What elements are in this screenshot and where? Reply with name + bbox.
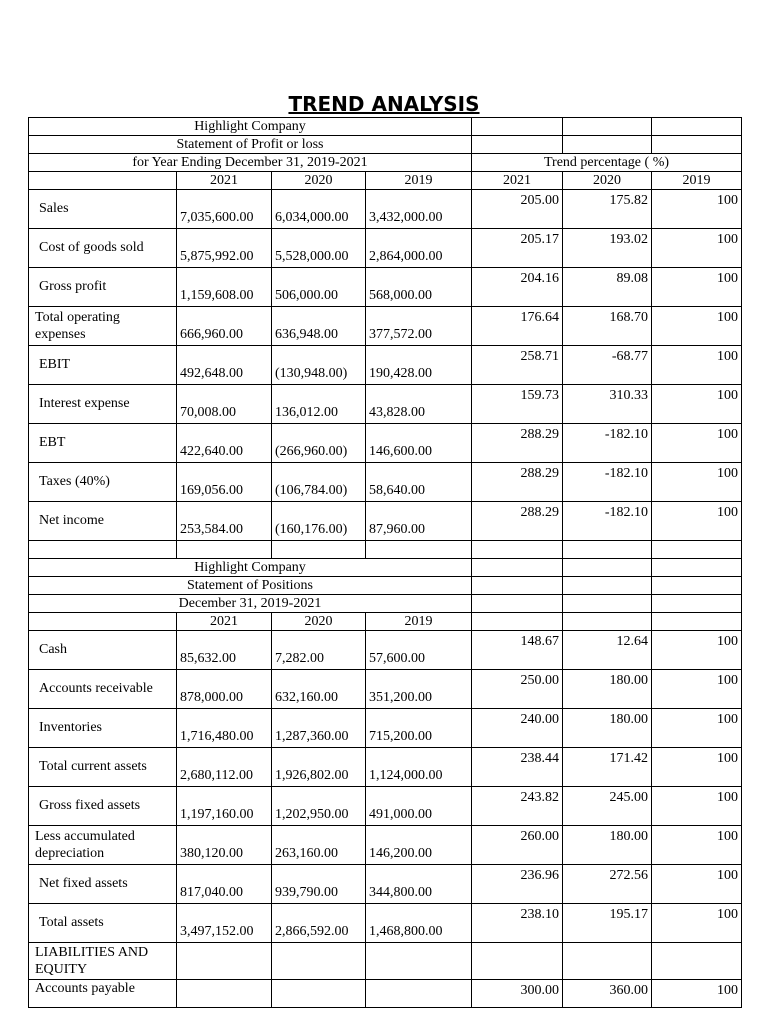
trend-cell: 240.00 [472,709,563,748]
bs-year-header: 2020 [272,613,366,631]
amount-cell: 146,600.00 [366,424,472,463]
amount-cell: 1,716,480.00 [177,709,272,748]
amount-cell: 344,800.00 [366,865,472,904]
trend-cell: 204.16 [472,268,563,307]
amount-cell: 506,000.00 [272,268,366,307]
trend-year-header: 2020 [563,172,652,190]
trend-cell: 100 [652,787,742,826]
row-label: Taxes (40%) [29,463,177,502]
trend-cell: 100 [652,904,742,943]
amount-cell: 632,160.00 [272,670,366,709]
trend-cell: 100 [652,631,742,670]
trend-header: Trend percentage ( %) [472,154,742,172]
amount-cell: 1,926,802.00 [272,748,366,787]
amount-cell: 85,632.00 [177,631,272,670]
table-row [29,748,742,787]
trend-cell: -182.10 [563,424,652,463]
amount-cell: 2,864,000.00 [366,229,472,268]
row-label: EBIT [29,346,177,385]
trend-cell: 238.10 [472,904,563,943]
table-row [29,463,742,502]
amount-cell: (130,948.00) [272,346,366,385]
amount-cell: 146,200.00 [366,826,472,865]
amount-cell: 136,012.00 [272,385,366,424]
row-label: Net fixed assets [29,865,177,904]
table-row [29,307,742,346]
amount-cell: 3,432,000.00 [366,190,472,229]
trend-cell: 168.70 [563,307,652,346]
amount-cell: 2,866,592.00 [272,904,366,943]
trend-cell: 245.00 [563,787,652,826]
trend-cell: 12.64 [563,631,652,670]
trend-cell: 310.33 [563,385,652,424]
liabilities-heading: LIABILITIES AND EQUITY [29,943,177,980]
amount-cell: 492,648.00 [177,346,272,385]
amount-cell: 7,035,600.00 [177,190,272,229]
row-label: Less accumulated depreciation [29,826,177,865]
row-label: Total operating expenses [29,307,177,346]
trend-cell: 100 [652,709,742,748]
row-label: Total current assets [29,748,177,787]
trend-cell: 100 [652,424,742,463]
trend-cell: 171.42 [563,748,652,787]
trend-cell: 236.96 [472,865,563,904]
amount-cell: 7,282.00 [272,631,366,670]
bs-company: Highlight Company [29,559,472,577]
trend-cell: 180.00 [563,826,652,865]
trend-cell: 176.64 [472,307,563,346]
table-row [29,385,742,424]
trend-cell: 100 [652,307,742,346]
bs-year-header: 2019 [366,613,472,631]
trend-cell: 238.44 [472,748,563,787]
amount-cell: 87,960.00 [366,502,472,541]
trend-cell: 272.56 [563,865,652,904]
amount-cell: 2,680,112.00 [177,748,272,787]
trend-cell: 288.29 [472,502,563,541]
amount-cell: (106,784.00) [272,463,366,502]
bs-statement: Statement of Positions [29,577,472,595]
amount-cell: 491,000.00 [366,787,472,826]
trend-cell: 100 [652,670,742,709]
table-row [29,346,742,385]
amount-cell: 568,000.00 [366,268,472,307]
trend-cell: 100 [652,748,742,787]
amount-cell: 169,056.00 [177,463,272,502]
row-label: Interest expense [29,385,177,424]
table-row [29,502,742,541]
pl-year-header: 2020 [272,172,366,190]
trend-cell: 100 [652,268,742,307]
bs-period: December 31, 2019-2021 [29,595,472,613]
amount-cell: 1,468,800.00 [366,904,472,943]
trend-cell: -68.77 [563,346,652,385]
amount-cell: 1,287,360.00 [272,709,366,748]
amount-cell: (266,960.00) [272,424,366,463]
amount-cell: 715,200.00 [366,709,472,748]
trend-cell: 100 [652,463,742,502]
trend-cell: 205.00 [472,190,563,229]
page-title: TREND ANALYSIS [288,92,480,116]
table-row [29,826,742,865]
trend-cell: 175.82 [563,190,652,229]
trend-cell: 360.00 [563,980,652,1008]
trend-cell: 100 [652,385,742,424]
trend-table [28,117,742,1008]
bs-year-header: 2021 [177,613,272,631]
table-row [29,268,742,307]
amount-cell: 6,034,000.00 [272,190,366,229]
trend-cell: 260.00 [472,826,563,865]
amount-cell: 351,200.00 [366,670,472,709]
pl-statement: Statement of Profit or loss [29,136,472,154]
amount-cell: 263,160.00 [272,826,366,865]
row-label: Inventories [29,709,177,748]
amount-cell: 1,159,608.00 [177,268,272,307]
trend-cell: 205.17 [472,229,563,268]
amount-cell: 253,584.00 [177,502,272,541]
amount-cell: 3,497,152.00 [177,904,272,943]
pl-company: Highlight Company [29,118,472,136]
trend-cell: 180.00 [563,670,652,709]
pl-period: for Year Ending December 31, 2019-2021 [29,154,472,172]
trend-cell: -182.10 [563,502,652,541]
amount-cell: 817,040.00 [177,865,272,904]
amount-cell: 1,202,950.00 [272,787,366,826]
amount-cell: 1,124,000.00 [366,748,472,787]
amount-cell: 190,428.00 [366,346,472,385]
table-row [29,424,742,463]
amount-cell: (160,176.00) [272,502,366,541]
amount-cell: 5,528,000.00 [272,229,366,268]
row-label: Accounts payable [29,980,177,1008]
amount-cell: 380,120.00 [177,826,272,865]
trend-cell: 195.17 [563,904,652,943]
trend-cell: 100 [652,346,742,385]
table-row [29,865,742,904]
trend-cell: 300.00 [472,980,563,1008]
table-row [29,190,742,229]
trend-cell: 288.29 [472,463,563,502]
amount-cell: 1,197,160.00 [177,787,272,826]
amount-cell: 878,000.00 [177,670,272,709]
trend-cell: 100 [652,865,742,904]
trend-cell: 258.71 [472,346,563,385]
row-label: Net income [29,502,177,541]
row-label: Cash [29,631,177,670]
amount-cell: 58,640.00 [366,463,472,502]
row-label: Sales [29,190,177,229]
row-label: Total assets [29,904,177,943]
pl-year-header: 2019 [366,172,472,190]
amount-cell: 939,790.00 [272,865,366,904]
trend-cell: 159.73 [472,385,563,424]
trend-year-header: 2021 [472,172,563,190]
trend-cell: 148.67 [472,631,563,670]
trend-cell: 100 [652,229,742,268]
trend-cell: 243.82 [472,787,563,826]
table-row [29,980,742,1008]
trend-cell: 250.00 [472,670,563,709]
row-label: EBT [29,424,177,463]
pl-year-header: 2021 [177,172,272,190]
trend-cell: 288.29 [472,424,563,463]
amount-cell: 377,572.00 [366,307,472,346]
amount-cell: 43,828.00 [366,385,472,424]
amount-cell: 70,008.00 [177,385,272,424]
trend-year-header: 2019 [652,172,742,190]
amount-cell: 5,875,992.00 [177,229,272,268]
trend-cell: 100 [652,502,742,541]
row-label: Gross fixed assets [29,787,177,826]
table-row [29,631,742,670]
trend-cell: 100 [652,190,742,229]
amount-cell: 57,600.00 [366,631,472,670]
row-label: Cost of goods sold [29,229,177,268]
amount-cell: 422,640.00 [177,424,272,463]
amount-cell: 666,960.00 [177,307,272,346]
table-row [29,229,742,268]
amount-cell: 636,948.00 [272,307,366,346]
trend-cell: 100 [652,826,742,865]
table-row [29,709,742,748]
row-label: Accounts receivable [29,670,177,709]
trend-cell: 193.02 [563,229,652,268]
trend-cell: -182.10 [563,463,652,502]
trend-cell: 180.00 [563,709,652,748]
table-row [29,904,742,943]
row-label: Gross profit [29,268,177,307]
table-row [29,670,742,709]
trend-cell: 89.08 [563,268,652,307]
table-row [29,787,742,826]
trend-cell: 100 [652,980,742,1008]
